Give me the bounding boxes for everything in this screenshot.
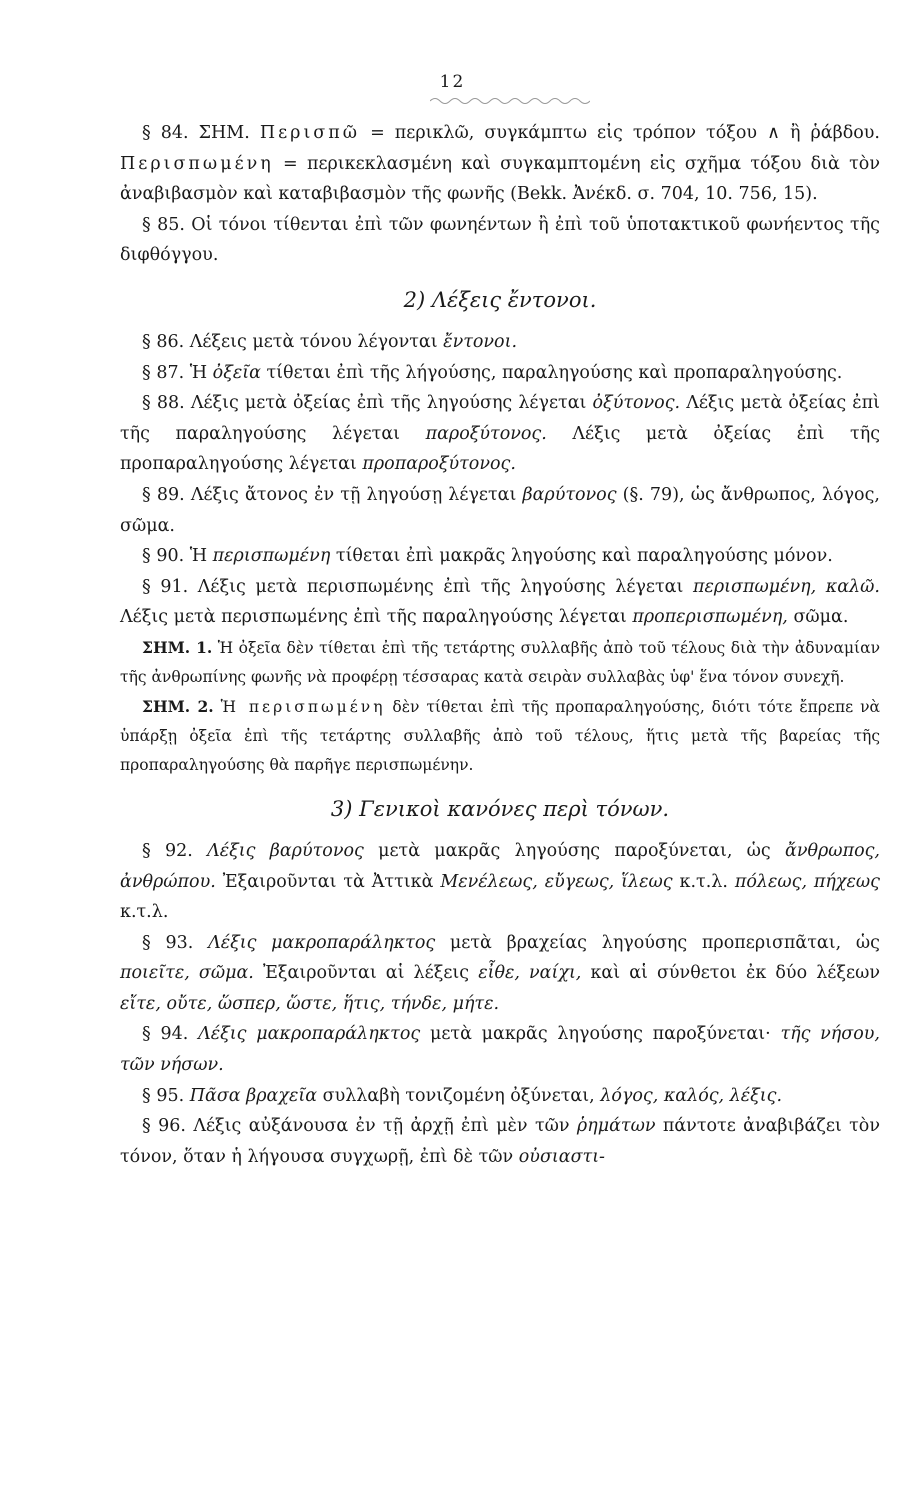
note-2: ΣΗΜ. 2. Ἡ περισπωμένη δὲν τίθεται ἐπὶ τῆς προπαραληγούσης, διότι τότε ἔπρεπε νὰ ὑπάρξῃ ὀξεῖα ἐπὶ τῆς τετάρτης συλλαβῆς ἀπὸ τοῦ τέλους, ἥτις μετὰ τῆς βαρείας τῆς προπαραληγούσης θὰ παρῆγε περισπωμένην. — [120, 696, 880, 774]
paragraph-91: § 91. Λέξις μετὰ περισπωμένης ἐπὶ τῆς ληγούσης λέγεται περισπωμένη, καλῶ. Λέξις μετὰ περισπωμένης ἐπὶ τῆς παραληγούσης λέγεται προπερισπωμένη, σῶμα. — [120, 576, 880, 628]
note-1: ΣΗΜ. 1. Ἡ ὀξεῖα δὲν τίθεται ἐπὶ τῆς τετάρτης συλλαβῆς ἀπὸ τοῦ τέλους διὰ τὴν ἀδυναμίαν τῆς ἀνθρωπίνης φωνῆς νὰ προφέρῃ τέσσαρας κατὰ σειρὰν συλλαβὰς ὑφ' ἕνα τόνον συνεχῆ. — [120, 637, 880, 686]
paragraph-93: § 93. Λέξις μακροπαράληκτος μετὰ βραχείας ληγούσης προπερισπᾶται, ὡς ποιεῖτε, σῶμα. Ἐξαιροῦνται αἱ λέξεις εἶθε, ναίχι, καὶ αἱ σύνθετοι ἐκ δύο λέξεων εἴτε, οὔτε, ὥσπερ, ὥστε, ἥτις, τήνδε, μήτε. — [120, 932, 880, 1014]
paragraph-96: § 96. Λέξις αὐξάνουσα ἐν τῇ ἀρχῇ ἐπὶ μὲν τῶν ῥημάτων πάντοτε ἀναβιβάζει τὸν τόνον, ὅταν ἡ λήγουσα συγχωρῇ, ἐπὶ δὲ τῶν οὐσιαστι- — [120, 1116, 880, 1167]
page-text — [120, 118, 880, 1172]
paragraph-94: § 94. Λέξις μακροπαράληκτος μετὰ μακρᾶς ληγούσης παροξύνεται· τῆς νήσου, τῶν νήσων. — [120, 1024, 880, 1076]
paragraph-95: § 95. Πᾶσα βραχεῖα συλλαβὴ τονιζομένη ὀξύνεται, λόγος, καλός, λέξις. — [142, 1085, 783, 1106]
paragraph-87: § 87. Ἡ ὀξεῖα τίθεται ἐπὶ τῆς λήγούσης, παραληγούσης καὶ προπαραληγούσης. — [142, 362, 843, 383]
paragraph-84: § 84. ΣΗΜ. Περισπῶ = περικλῶ, συγκάμπτω εἰς τρόπον τόξου ∧ ἢ ῥάβδου. Περισπωμένη = περικεκλασμένη καὶ συγκαμπτομένη εἰς σχῆμα τόξου διὰ τὸν ἀναβιβασμὸν καὶ καταβιβασμὸν τῆς φωνῆς (Bekk. Ἀνέκδ. σ. 704, 10. 756, 15). — [120, 123, 880, 205]
paragraph-85: § 85. Οἱ τόνοι τίθενται ἐπὶ τῶν φωνηέντων ἢ ἐπὶ τοῦ ὑποτακτικοῦ φωνήεντος τῆς διφθόγγου. — [120, 214, 880, 266]
section-heading-2: 2) Λέξεις ἔντονοι. — [403, 287, 597, 312]
paragraph-92: § 92. Λέξις βαρύτονος μετὰ μακρᾶς ληγούσης παροξύνεται, ὡς ἄνθρωπος, ἀνθρώπου. Ἐξαιροῦνται τὰ Ἀττικὰ Μενέλεως, εὔγεως, ἵλεως κ.τ.λ. πόλεως, πήχεως κ.τ.λ. — [120, 840, 880, 923]
page-number: 12 — [439, 72, 466, 92]
section-heading-3: 3) Γενικοὶ κανόνες περὶ τόνων. — [330, 796, 670, 821]
wavy-rule-ornament — [430, 96, 590, 106]
paragraph-86: § 86. Λέξεις μετὰ τόνου λέγονται ἔντονοι. — [142, 331, 518, 352]
paragraph-89: § 89. Λέξις ἄτονος ἐν τῇ ληγούσῃ λέγεται βαρύτονος (§. 79), ὡς ἄνθρωπος, λόγος, σῶμα. — [120, 484, 880, 536]
paragraph-88: § 88. Λέξις μετὰ ὀξείας ἐπὶ τῆς ληγούσης λέγεται ὀξύτονος. Λέξις μετὰ ὀξείας ἐπὶ τῆς παραληγούσης λέγεται παροξύτονος. Λέξις μετὰ ὀξείας ἐπὶ τῆς προπαραληγούσης λέγεται προπαροξύτονος. — [120, 393, 880, 475]
paragraph-90: § 90. Ἡ περισπωμένη τίθεται ἐπὶ μακρᾶς ληγούσης καὶ παραληγούσης μόνον. — [142, 546, 833, 567]
